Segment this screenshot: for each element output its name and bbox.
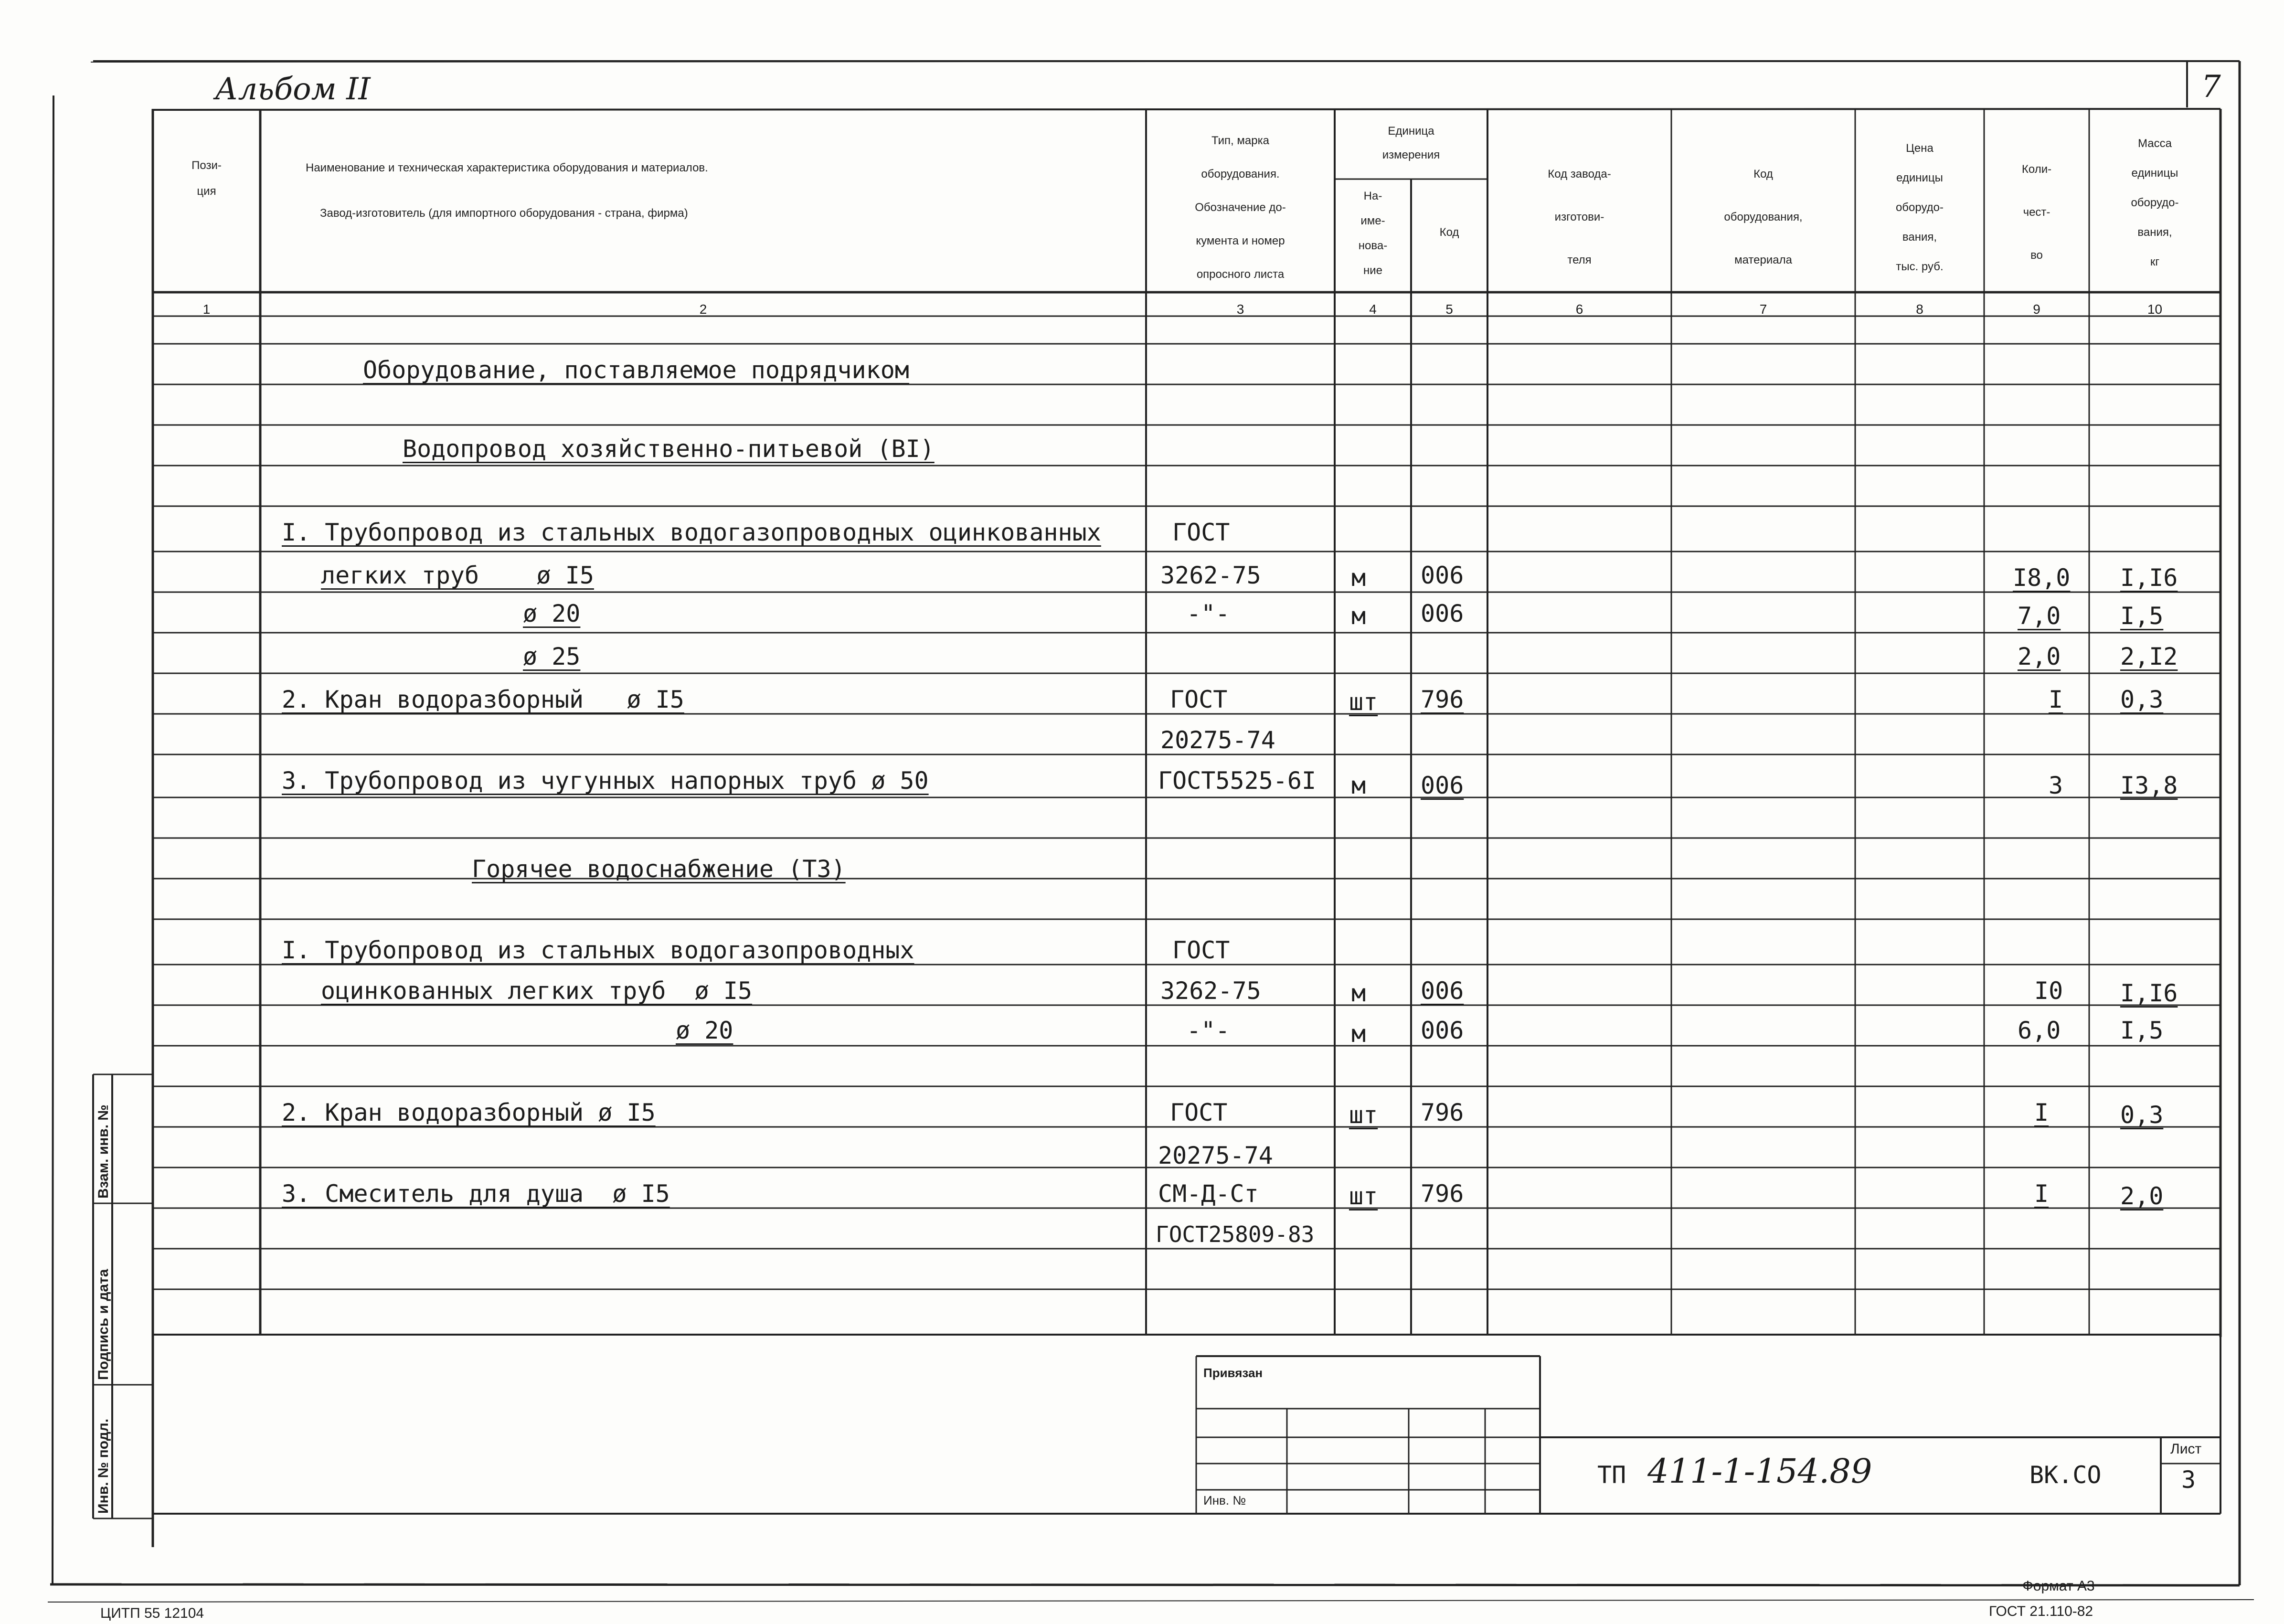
col-num-8: 8 — [1916, 302, 1923, 317]
col-num-4: 4 — [1369, 302, 1377, 317]
row-unit: шт — [1349, 1101, 1378, 1129]
row-unit-code: 006 — [1421, 977, 1464, 1005]
row-unit-code: 796 — [1421, 686, 1464, 713]
row-name: I. Трубопровод из стальных водогазопроводных оцинкованных — [282, 519, 1101, 546]
stamp-mark: ВК.СО — [2029, 1461, 2102, 1489]
row-doc: ГОСТ — [1172, 519, 1230, 546]
row-name: оцинкованных легких труб ø I5 — [321, 977, 753, 1005]
side-label-inv-no: Инв. № подл. — [96, 1418, 111, 1514]
row-mass: I,5 — [2120, 602, 2164, 630]
row-quantity: I8,0 — [2013, 564, 2071, 592]
row-name: I. Трубопровод из стальных водогазопроводных — [282, 936, 914, 964]
row-doc: ГОСТ — [1170, 686, 1228, 713]
stamp-inv-no: Инв. № — [1203, 1493, 1246, 1507]
section-heading-water-supply: Водопровод хозяйственно-питьевой (BI) — [403, 435, 935, 463]
row-mass: 2,0 — [2120, 1182, 2164, 1210]
row-doc: ГОСТ — [1172, 936, 1230, 964]
stamp-privyazan: Привязан — [1203, 1366, 1263, 1380]
row-unit: м — [1351, 602, 1366, 630]
col-num-10: 10 — [2147, 302, 2163, 317]
row-doc: -"- — [1187, 1017, 1230, 1044]
header-name-line2: Завод-изготовитель (для импортного оборудования - страна, фирма) — [320, 207, 688, 220]
row-unit: м — [1351, 979, 1366, 1007]
section-heading-hot-water: Горячее водоснабжение (Т3) — [472, 855, 846, 883]
album-label: Альбом II — [215, 72, 371, 107]
row-quantity: I — [2034, 1099, 2049, 1126]
row-unit: м — [1351, 1020, 1366, 1048]
col-num-9: 9 — [2033, 302, 2040, 317]
row-unit-code: 796 — [1421, 1180, 1464, 1208]
row-quantity: 7,0 — [2018, 602, 2061, 630]
row-quantity: I0 — [2034, 977, 2063, 1005]
row-doc: -"- — [1187, 600, 1230, 627]
row-unit-code: 006 — [1421, 772, 1464, 799]
row-doc: СМ-Д-Ст — [1158, 1180, 1259, 1208]
side-label-replaced-inv: Взам. инв. № — [96, 1104, 111, 1199]
header-unit-code: Код — [1439, 226, 1459, 239]
row-unit: шт — [1349, 688, 1378, 716]
row-unit-code: 006 — [1421, 1017, 1464, 1044]
row-mass: I,I6 — [2120, 564, 2178, 592]
row-quantity: 2,0 — [2018, 643, 2061, 670]
header-unit-group: Единица измерения — [1382, 125, 1440, 161]
row-doc: ГОСТ25809-83 — [1156, 1221, 1315, 1247]
row-name: ø 20 — [676, 1017, 733, 1044]
row-doc: 20275-74 — [1158, 1142, 1273, 1169]
row-quantity: 6,0 — [2018, 1017, 2061, 1044]
footer-format: Формат А3 — [2022, 1578, 2095, 1594]
row-unit-code: 006 — [1421, 562, 1464, 589]
row-mass: 0,3 — [2120, 686, 2164, 713]
row-doc: ГОСТ5525-6I — [1158, 767, 1317, 795]
row-doc: ГОСТ — [1170, 1099, 1228, 1126]
row-name: 2. Кран водоразборный ø I5 — [282, 686, 684, 713]
header-mass: Масса единицы оборудо- вания, кг — [2131, 137, 2179, 268]
row-mass: 2,I2 — [2120, 643, 2178, 670]
row-quantity: I — [2049, 686, 2063, 713]
col-num-3: 3 — [1236, 302, 1244, 317]
row-name: легких труб ø I5 — [321, 562, 594, 589]
col-num-5: 5 — [1445, 302, 1453, 317]
row-name: 2. Кран водоразборный ø I5 — [282, 1099, 656, 1126]
row-doc: 20275-74 — [1160, 726, 1275, 754]
header-equipment-code: Код оборудования, материала — [1724, 168, 1803, 266]
header-name-line1: Наименование и техническая характеристика оборудования и материалов. — [306, 161, 708, 174]
row-quantity: 3 — [2049, 772, 2063, 799]
row-mass: I3,8 — [2120, 772, 2178, 799]
col-num-6: 6 — [1575, 302, 1583, 317]
header-price: Цена единицы оборудо- вания, тыс. руб. — [1895, 142, 1944, 273]
row-unit: м — [1351, 564, 1366, 592]
row-unit: м — [1351, 772, 1366, 799]
footer-left: ЦИТП 55 12104 — [100, 1605, 204, 1621]
row-mass: 0,3 — [2120, 1101, 2164, 1129]
side-label-signature-date: Подпись и дата — [96, 1269, 111, 1380]
row-doc: 3262-75 — [1160, 977, 1261, 1005]
row-unit-code: 796 — [1421, 1099, 1464, 1126]
row-unit-code: 006 — [1421, 600, 1464, 627]
row-name: 3. Смеситель для душа ø I5 — [282, 1180, 670, 1208]
header-quantity: Коли- чест- во — [2021, 163, 2052, 262]
col-num-1: 1 — [202, 302, 211, 317]
header-position: Пози- ция — [191, 159, 222, 198]
row-doc: 3262-75 — [1160, 562, 1261, 589]
footer-gost: ГОСТ 21.110-82 — [1989, 1603, 2093, 1619]
stamp-sheet-label: Лист — [2170, 1441, 2202, 1457]
col-num-7: 7 — [1759, 302, 1767, 317]
section-heading-contractor: Оборудование, поставляемое подрядчиком — [363, 356, 909, 384]
page-number: 7 — [2201, 69, 2221, 105]
header-unit-name: На- име- нова- ние — [1358, 190, 1388, 277]
header-plant-code: Код завода- изготови- теля — [1548, 168, 1611, 266]
row-mass: I,I6 — [2120, 979, 2178, 1007]
col-num-2: 2 — [699, 302, 707, 317]
row-name: ø 25 — [523, 643, 581, 670]
stamp-sheet-number: 3 — [2181, 1466, 2196, 1494]
row-unit: шт — [1349, 1182, 1378, 1210]
stamp-code-prefix: ТП — [1597, 1461, 1626, 1489]
row-name: 3. Трубопровод из чугунных напорных труб ø 50 — [282, 767, 929, 795]
header-type-mark: Тип, марка оборудования. Обозначение до- кумента и номер опросного листа — [1195, 134, 1286, 281]
row-quantity: I — [2034, 1180, 2049, 1208]
row-mass: I,5 — [2120, 1017, 2164, 1044]
row-name: ø 20 — [523, 600, 581, 627]
stamp-project-code: 411-1-154.89 — [1647, 1452, 1872, 1491]
